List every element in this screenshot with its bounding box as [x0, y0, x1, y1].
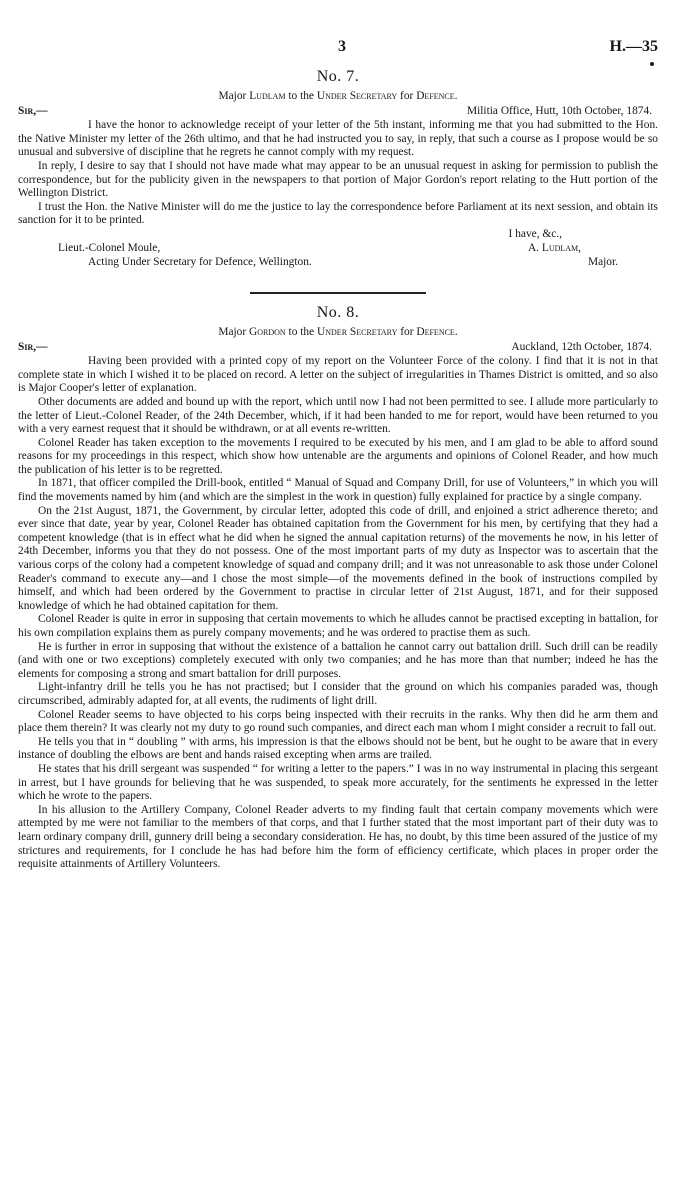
- letter-heading: [18, 90, 658, 104]
- body-paragraph: Light-infantry drill he tells you he has not practised; but I consider that the ground on which his companies paraded was, though circumscribed, admirably adapted for, at all events, the rudiments of light drill.: [18, 681, 658, 707]
- letter-no-8: [18, 303, 658, 872]
- place-date: Militia Office, Hutt, 10th October, 1874.: [466, 105, 652, 118]
- letter-heading: [18, 326, 658, 340]
- complimentary-close: I have, &c.,: [508, 227, 562, 240]
- addressee: [58, 242, 312, 269]
- body-paragraph: In 1871, that officer compiled the Drill-book, entitled “ Manual of Squad and Company Drill, for use of Volunteers,” in which you will find the movements named by him (and which are the simplest in the work in question) fully explained for practice by a single company.: [18, 477, 658, 504]
- body-paragraph: I trust the Hon. the Native Minister will do me the justice to lay the correspondence before Parliament at its next session, and obtain its sanction for it to be printed.: [18, 200, 658, 227]
- salutation: Sir,—: [18, 105, 48, 118]
- heading-to-word: to the: [288, 89, 314, 102]
- heading-for-word: for: [400, 325, 414, 338]
- body-paragraph: In reply, I desire to say that I should not have made what may appear to be an unusual request in asking for permission to publish the correspondence, but for the publicity given in the newspapers to that portion of Major Gordon's report relating to the Hutt portion of the Wellington District.: [18, 159, 658, 200]
- salutation-line: [18, 341, 658, 355]
- heading-for-word: for: [400, 89, 414, 102]
- letter-no-7: [18, 70, 658, 268]
- body-paragraph: He states that his drill sergeant was suspended “ for writing a letter to the papers.” I was in no way instrumental in placing this sergeant in arrest, but I have grounds for believing that he was suspended, to speak more accurately, for the sentiments he expressed in the letter which he wrote to the papers.: [18, 762, 658, 803]
- body-paragraph: Colonel Reader seems to have objected to his corps being inspected with their recruits in the ranks. Why then did he arm them and place them therein? It was clearly not my duty to go round such companies, and direct each man whom I might consider a recruit to fall out.: [18, 708, 658, 735]
- page-header: [18, 40, 658, 60]
- letter-number: No. 8.: [316, 303, 360, 321]
- signature-rank: Major.: [587, 255, 618, 268]
- document-page: [18, 40, 658, 1190]
- heading-dept: Defence.: [416, 89, 458, 102]
- body-paragraph: I have the honor to acknowledge receipt of your letter of the 5th instant, informing me that you had submitted to the Hon. the Native Minister my letter of the 26th ultimo, and that he had instructed you to say, in reply, that such a course as I propose would be so unusual and subversive of discipline that he regrets he cannot comply with my request.: [18, 119, 658, 159]
- section-divider: [250, 292, 426, 294]
- heading-to-name: Under Secretary: [317, 325, 398, 338]
- salutation: Sir,—: [18, 341, 48, 354]
- heading-from-name: Gordon: [249, 325, 286, 338]
- heading-from-prefix: Major: [218, 325, 247, 338]
- letter-number: No. 7.: [316, 68, 360, 85]
- heading-to-name: Under Secretary: [316, 89, 398, 102]
- heading-to-word: to the: [288, 325, 315, 338]
- body-paragraph: Colonel Reader has taken exception to the movements I required to be executed by his men, and I am glad to be able to afford sound reasons for my proceedings in this respect, which show how untenable are the arguments and opinions of Colonel Reader, and how much the publication of his letter is to be regretted.: [18, 436, 658, 476]
- body-paragraph: Colonel Reader is quite in error in supposing that certain movements to which he alludes cannot be practised excepting in battalion, for his own compilation explains them as purely company movements; and he was ordered to practise them as such.: [18, 613, 658, 639]
- body-paragraph: He tells you that in “ doubling ” with arms, his impression is that the elbows should not be bent, but he ought to be aware that in every instance of doubling the elbows are bent and hands raised excepting when arms are trailed.: [18, 735, 658, 762]
- body-paragraph: Having been provided with a printed copy of my report on the Volunteer Force of the colony. I find that it is not in that complete state in which I wished it to be placed on record. A letter on the subject of irregularities in Thames District is omitted, and so also is Major Cooper's letter of explanation.: [18, 355, 658, 395]
- body-paragraph: On the 21st August, 1871, the Government, by circular letter, adopted this code of drill, and enjoined a strict adherence thereto; and ever since that date, year by year, Colonel Reader has obtained capitation from the Government for his men, by certifying that they had a competent knowledge (that is in effect what he did when he signed the annual capitation returns) of the movements he now, in his letter of 24th December, informs you that they do not possess. One of the most important parts of my duty as Inspector was to ascertain that the various corps of the colony had a competent knowledge of squad and company drill; and it was not unreasonable to ask those under Colonel Reader's command to execute any—and I chose the most simple—of the movements defined in the book of instructions compiled by himself, and which had been ordered by the Government to practise in circular letter of 21st August, 1871, and for their supposed knowledge of which he had obtained capitation for them.: [18, 504, 658, 612]
- document-reference: H.—35: [609, 40, 658, 55]
- body-paragraph: He is further in error in supposing that without the existence of a battalion he cannot carry out battalion drill. Such drill can be readily (and with one or two exceptions) completely executed with only two companies; and he has more than that number; indeed he has the elements for composing a strong and smart battalion for drill purposes.: [18, 640, 658, 680]
- signature: [528, 242, 618, 269]
- page-number: 3: [338, 40, 346, 55]
- body-paragraph: Other documents are added and bound up with the report, which until now I had not been permitted to see. I allude more particularly to the letter of Lieut.-Colonel Reader, of the 24th December, which, if it had been handed to me for report, would have been returned to you with a very earnest request that it should be withdrawn, or at all events re-written.: [18, 395, 658, 436]
- heading-dept: Defence.: [416, 325, 458, 338]
- heading-from-name: Ludlam: [249, 89, 286, 102]
- salutation-line: [18, 105, 658, 119]
- signature-name: A. Ludlam,: [527, 241, 581, 254]
- addressee-line: Lieut.-Colonel Moule,: [58, 241, 161, 254]
- addressee-line: Acting Under Secretary for Defence, Wellington.: [88, 255, 312, 268]
- body-paragraph: In his allusion to the Artillery Company, Colonel Reader adverts to my finding fault that certain company movements which were attempted by me were not familiar to the members of that corps, and that I further stated that the most important part of their duty was to learn ordinary company drill, gunnery drill being a secondary consideration. He has, no doubt, by this time been assured of the justice of my strictures and requirements, for I conclude he has had before him the form of efficiency certificate, which places in proper order the requisite attainments of Artillery Volunteers.: [18, 803, 658, 871]
- heading-from-prefix: Major: [218, 89, 247, 102]
- place-date: Auckland, 12th October, 1874.: [511, 341, 652, 354]
- closing-block: [18, 228, 658, 268]
